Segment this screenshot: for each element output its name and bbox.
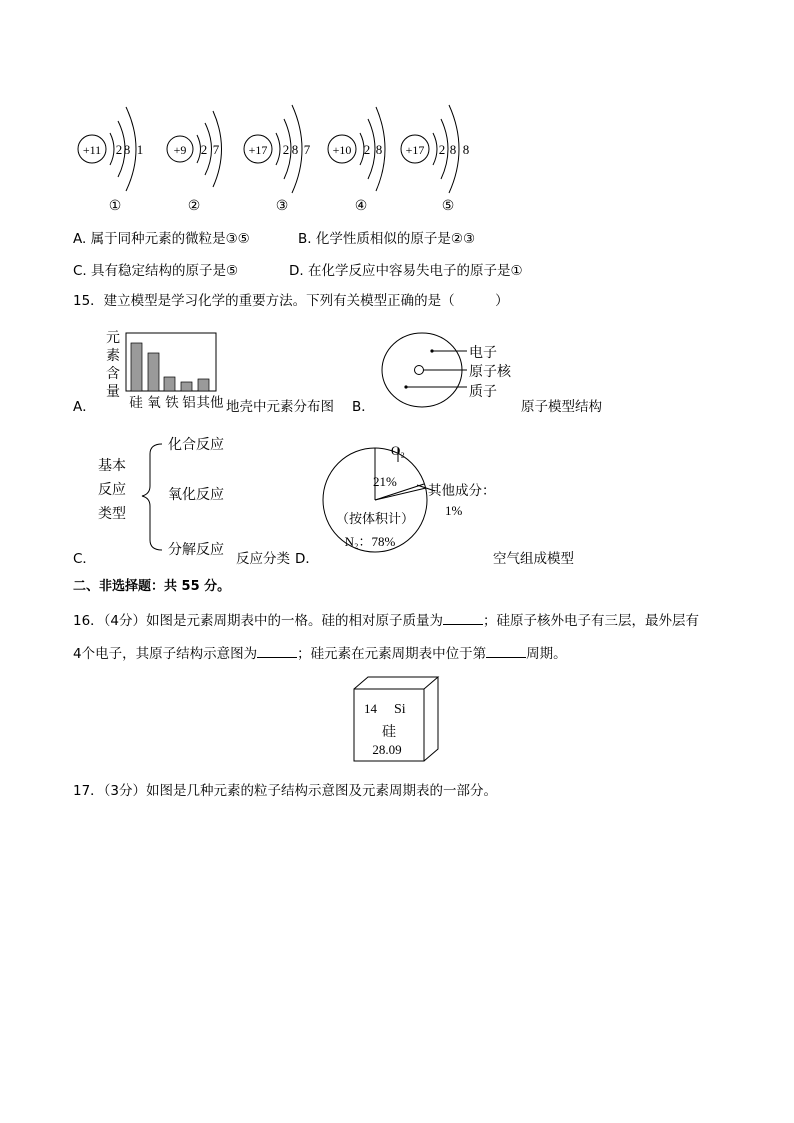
q16-text-1a: 16．（4分）如图是元素周期表中的一格。硅的相对原子质量为 xyxy=(73,613,444,629)
branch-2: 氧化反应 xyxy=(168,488,224,503)
q15-b-letter: B． xyxy=(352,399,375,415)
bar-other xyxy=(198,379,209,391)
bar-o xyxy=(148,353,159,391)
q16-line-2 xyxy=(73,645,567,663)
periodic-cell xyxy=(350,675,445,767)
cat-label-4: 铝 xyxy=(182,395,196,410)
atom-1-electrons: 2 xyxy=(115,142,123,157)
svg-text:8: 8 xyxy=(291,142,299,157)
svg-text:2: 2 xyxy=(282,142,290,157)
q15-a-letter: A． xyxy=(73,399,96,415)
section-2-header: 二、非选择题：共 55 分。 xyxy=(73,579,231,594)
bar-fe xyxy=(164,377,175,391)
atom-5-nucleus: +17 xyxy=(405,143,425,157)
svg-text:8: 8 xyxy=(375,142,383,157)
atom-2-label: ② xyxy=(187,199,201,214)
q14-option-c: C. 具有稳定结构的原子是⑤ xyxy=(73,263,239,279)
bar-al xyxy=(181,382,192,391)
label-nucleus: 原子核 xyxy=(469,365,511,380)
svg-text:7: 7 xyxy=(212,142,220,157)
atom-5 xyxy=(401,105,469,214)
q16-line-1 xyxy=(73,612,699,630)
ylabel-char-2: 素 xyxy=(106,349,120,364)
cell-atomic-number: 14 xyxy=(364,701,377,716)
svg-text:8: 8 xyxy=(449,142,457,157)
svg-text:2: 2 xyxy=(363,142,371,157)
air-composition-pie xyxy=(320,435,510,560)
q17-stem: 17．（3分）如图是几种元素的粒子结构示意图及元素周期表的一部分。 xyxy=(73,783,498,799)
atom-4-nucleus: +10 xyxy=(332,143,352,157)
cat-label-2: 氧 xyxy=(147,395,161,410)
branch-3: 分解反应 xyxy=(168,543,224,558)
other-label: 其他成分： xyxy=(428,483,496,498)
ylabel-char-1: 元 xyxy=(106,331,120,346)
label-electron: 电子 xyxy=(469,346,497,361)
ylabel-char-4: 量 xyxy=(106,385,120,400)
nucleus-circle xyxy=(415,366,424,375)
cell-name: 硅 xyxy=(382,725,396,740)
svg-text:1: 1 xyxy=(136,142,144,157)
atom-1-label: ① xyxy=(108,199,122,214)
q16-blank-1[interactable] xyxy=(443,612,483,625)
label-proton: 质子 xyxy=(469,385,497,400)
root-line-1: 基本 xyxy=(98,459,126,474)
q14-option-d: D. 在化学反应中容易失电子的原子是① xyxy=(289,263,523,279)
atom-5-label: ⑤ xyxy=(441,199,455,214)
q15-d-caption: 空气组成模型 xyxy=(493,551,574,567)
branch-1: 化合反应 xyxy=(168,438,224,453)
q15-a-caption: 地壳中元素分布图 xyxy=(226,399,334,415)
cat-label-3: 铁 xyxy=(165,395,179,410)
q15-stem: 15．建立模型是学习化学的重要方法。下列有关模型正确的是（ ） xyxy=(73,293,509,309)
svg-text:8: 8 xyxy=(462,142,470,157)
q15-d-letter: D． xyxy=(295,551,319,567)
n2-label: N₂：78% xyxy=(344,534,396,549)
pie-edge-3 xyxy=(375,488,426,500)
atom-2 xyxy=(167,111,222,214)
svg-text:2: 2 xyxy=(438,142,446,157)
root-line-3: 类型 xyxy=(98,507,126,522)
ylabel-char-3: 含 xyxy=(106,367,120,382)
pie-center-note: （按体积计） xyxy=(335,511,415,526)
cell-mass: 28.09 xyxy=(372,742,402,757)
q15-b-caption: 原子模型结构 xyxy=(521,399,602,415)
other-pct: 1% xyxy=(445,503,463,518)
q16-text-2a: 4个电子，其原子结构示意图为 xyxy=(73,646,258,662)
bar-si xyxy=(131,343,142,391)
q16-blank-3[interactable] xyxy=(486,645,526,658)
o2-label: O₂ xyxy=(391,443,405,458)
root-line-2: 反应 xyxy=(98,483,126,498)
atom-model xyxy=(375,330,525,410)
svg-text:2: 2 xyxy=(200,142,208,157)
brace xyxy=(142,444,162,550)
svg-text:8: 8 xyxy=(123,142,131,157)
q16-text-2b: ；硅元素在元素周期表中位于第 xyxy=(297,646,487,662)
atom-1 xyxy=(78,107,143,214)
cat-label-1: 硅 xyxy=(129,395,143,410)
atom-2-nucleus: +9 xyxy=(173,143,187,157)
q14-option-a: A. 属于同种元素的微粒是③⑤ xyxy=(73,231,250,247)
q16-text-1b: ；硅原子核外电子有三层，最外层有 xyxy=(483,613,700,629)
atom-4-label: ④ xyxy=(354,199,368,214)
q16-blank-2[interactable] xyxy=(257,645,297,658)
o2-pct: 21% xyxy=(373,474,397,489)
q14-option-b: B. 化学性质相似的原子是②③ xyxy=(298,231,476,247)
reaction-tree xyxy=(90,430,240,560)
q15-c-caption: 反应分类 xyxy=(236,551,290,567)
atom-3 xyxy=(244,105,311,214)
cat-label-5: 其他 xyxy=(196,395,224,410)
crust-element-chart xyxy=(100,325,230,415)
atom-3-nucleus: +17 xyxy=(248,143,268,157)
q15-c-letter: C． xyxy=(73,551,96,567)
atom-diagrams xyxy=(70,95,490,220)
atom-1-nucleus: +11 xyxy=(82,143,102,157)
q16-text-2c: 周期。 xyxy=(526,646,567,662)
svg-text:7: 7 xyxy=(303,142,311,157)
cell-symbol: Si xyxy=(394,702,406,717)
atom-4 xyxy=(328,107,385,214)
atom-3-label: ③ xyxy=(275,199,289,214)
